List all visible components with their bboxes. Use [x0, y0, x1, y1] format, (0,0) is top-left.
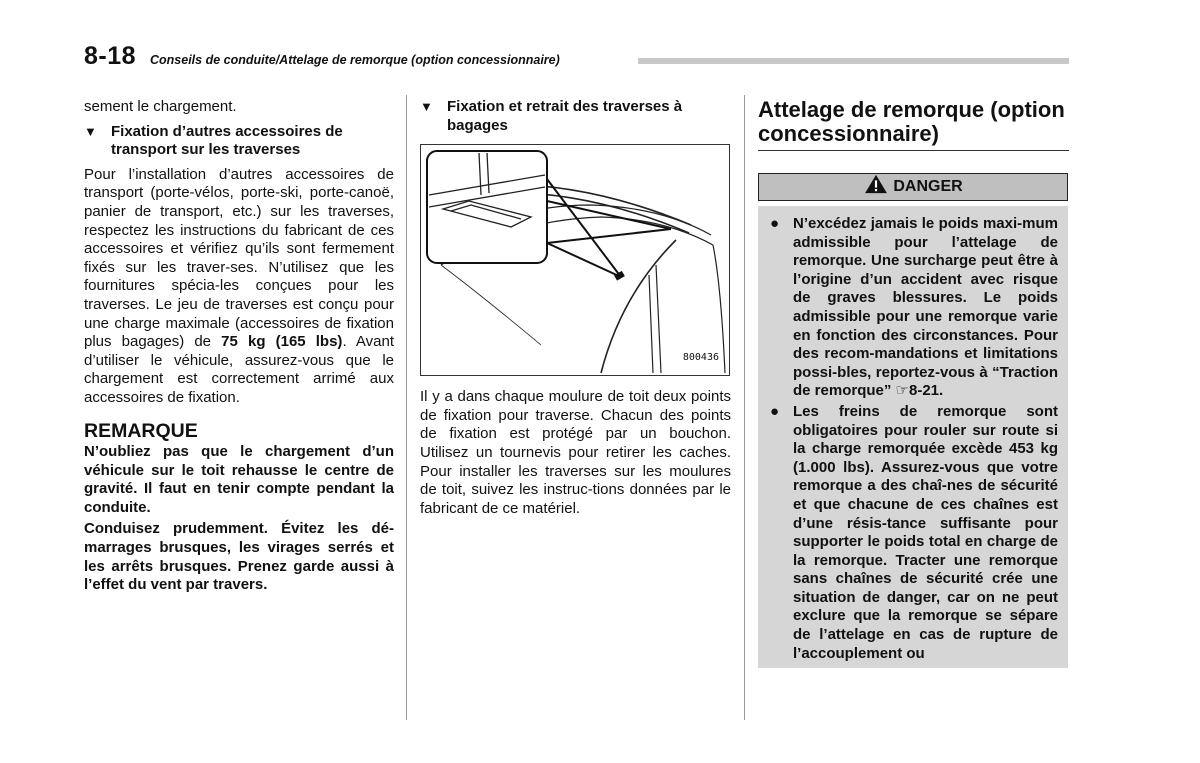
column-divider: [744, 95, 745, 720]
warning-triangle-icon: [863, 174, 889, 194]
figure-code: 800436: [682, 351, 719, 363]
subsection-heading-text: Fixation et retrait des traverses à bagages: [447, 98, 683, 134]
list-item: [768, 403, 1058, 663]
note-heading: REMARQUE: [84, 419, 198, 442]
roof-rack-illustration: [420, 144, 730, 376]
triangle-down-icon: ▼: [84, 123, 97, 139]
body-text: . Avant d’utiliser le véhicule, assurez-vous que le chargement est correctement arrimé aux accessoires de fixation.: [84, 333, 394, 406]
warning-text: Les freins de remorque sont obligatoires pour rouler sur route si la charge remorquée excède 453 kg (1.000 lbs). Assurez-vous que votre remorque a des chaî-nes de sécurité et que chacune de ces chaînes est d’une résis-tance suffisante pour supporter le poids total en charge de la remorque. Tracter une remorque sans chaînes de sécurité crée une situation de danger, car on ne peut exclure que la remorque se sépare de l’attelage en cas de rupture de l’accouplement ou: [793, 402, 1058, 662]
page-number: 8-18: [84, 42, 137, 70]
note-paragraph: N’oubliez pas que le chargement d’un véhicule sur le toit rehausse le centre de gravité. Il faut en tenir compte pendant la conduite.: [84, 443, 394, 516]
continued-text: sement le chargement.: [84, 98, 237, 115]
header-rule: [638, 58, 1069, 64]
warning-text: N’excédez jamais le poids maxi-mum admissible pour l’attelage de remorque. Une surcharge peut être à l’origine d’un accident avec risque de graves blessures. Le poids admissible pour une remorque varie en fonction des circonstances. Pour des recom-mandations et limitations possi-bles, reportez-vous à “Traction de remorque”: [793, 215, 1058, 400]
note-paragraph: Conduisez prudemment. Évitez les dé-marrages brusques, les virages serrés et les arrêts brusques. Prenez garde aussi à l’effet du vent par travers.: [84, 520, 394, 594]
list-item: [768, 215, 1058, 401]
page-running-title: Conseils de conduite/Attelage de remorque (option concessionnaire): [150, 53, 560, 67]
danger-box: [758, 173, 1068, 668]
body-text: Pour l’installation d’autres accessoires de transport (porte-vélos, porte-ski, porte-canoë, panier de transport, etc.) sur les traverses, respectez les instructions du fabricant de ces accessoires et vérifiez qu’ils sont fermement fixés sur les traver-ses. N’utilisez que les fournitures spécia-les conçues pour les traverses. Le jeu de traverses est conçu pour une charge maximale (accessoires de fixation plus bagages) de: [84, 165, 394, 351]
section-heading: Attelage de remorque (option concessionnaire): [758, 98, 1069, 151]
column-right: [758, 98, 1069, 668]
page-reference-icon: ☞: [895, 382, 909, 400]
triangle-down-icon: ▼: [420, 99, 433, 114]
danger-label: DANGER: [893, 178, 963, 195]
danger-content: [758, 206, 1068, 668]
bullet: ●: [770, 402, 780, 420]
page-reference: 8-21.: [908, 382, 944, 400]
body-paragraph: Il y a dans chaque moulure de toit deux points de fixation pour traverse. Chacun des points de fixation est protégé par un bouchon. Utilisez un tournevis pour retirer les caches. Pour installer les traverses sur les moulures de toit, suivez les instruc-tions données par le fabricant de ce matériel.: [420, 388, 731, 517]
weight-limit: 75 kg (165 lbs): [221, 333, 343, 351]
bullet: ●: [770, 215, 780, 232]
subsection-heading: [84, 123, 394, 160]
roof-illustration-drawing: [421, 145, 729, 375]
danger-header: [758, 173, 1068, 201]
column-left: [84, 98, 394, 595]
column-middle: [420, 98, 731, 518]
column-divider: [406, 95, 407, 720]
subsection-heading-text: Fixation d’autres accessoires de transport sur les traverses: [111, 122, 343, 159]
page-header: [84, 40, 1069, 70]
body-paragraph: [84, 166, 394, 408]
subsection-heading: [420, 98, 731, 135]
